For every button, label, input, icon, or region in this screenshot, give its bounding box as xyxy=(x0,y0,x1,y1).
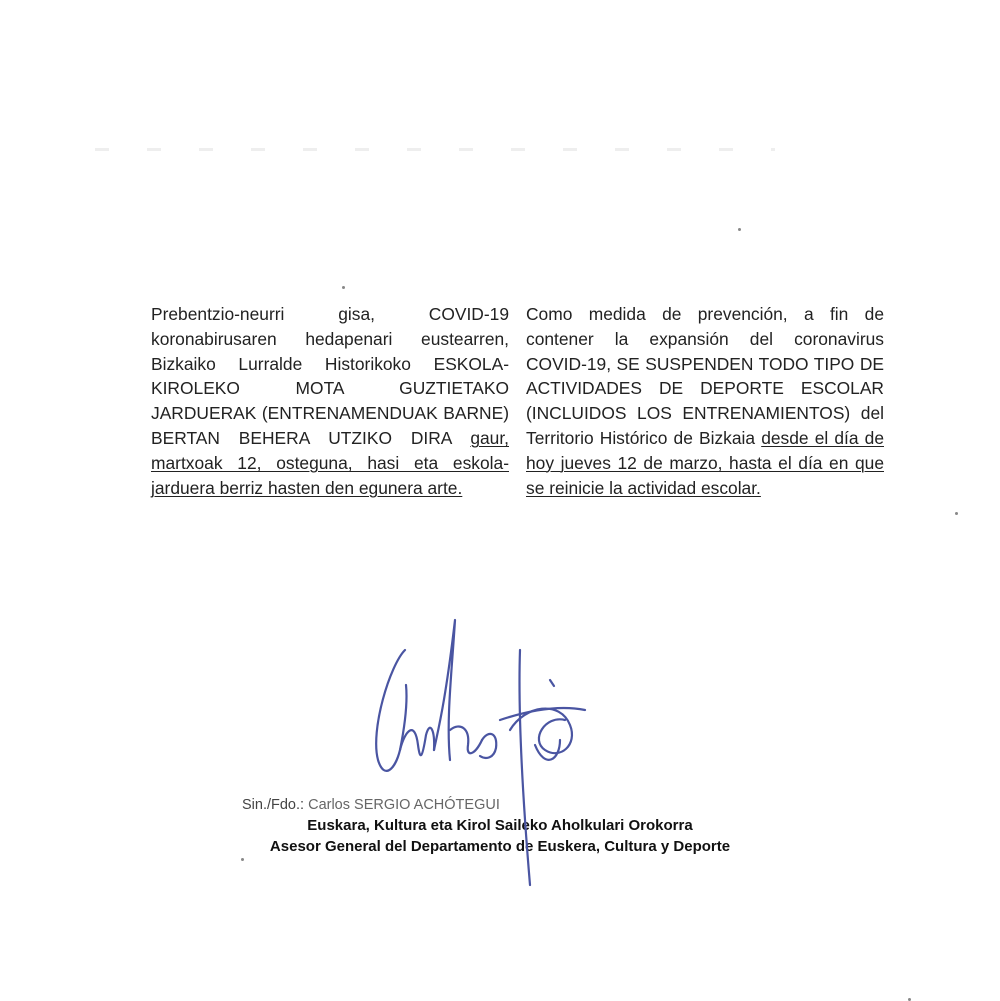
scan-speck xyxy=(241,858,244,861)
faint-scan-line xyxy=(95,148,775,151)
handwritten-signature xyxy=(360,610,600,900)
scan-speck xyxy=(738,228,741,231)
signer-role-spanish: Asesor General del Departamento de Euskera, Cultura y Deporte xyxy=(269,838,731,855)
signer-prefix: Sin./Fdo.: xyxy=(242,797,309,813)
spanish-date-range: desde el día de hoy jueves 12 de marzo, hasta el día en que se reinicie la actividad escolar. xyxy=(526,427,884,498)
scan-speck xyxy=(342,286,345,289)
signer-role-basque: Euskara, Kultura eta Kirol Saileko Aholkulari Orokorra xyxy=(307,817,693,834)
basque-statement: Prebentzio-neurri gisa, COVID-19 koronabirusaren hedapenari eustearren, Bizkaiko Lurralde Historikoko ESKOLA-KIROLEKO MOTA GUZTIETAKO JARDUERAK (ENTRENAMENDUAK BARNE) BERTAN BEHERA UTZIKO DIRA xyxy=(151,304,509,448)
signer-name: Carlos SERGIO ACHÓTEGUI xyxy=(308,797,500,813)
spanish-statement: Como medida de prevención, a fin de contener la expansión del coronavirus COVID-19, SE SUSPENDEN TODO TIPO DE ACTIVIDADES DE DEPORTE ESCOLAR (INCLUIDOS LOS ENTRENAMIENTOS) del Territorio Histórico de Bizkaia xyxy=(526,304,884,448)
basque-text-column xyxy=(151,302,509,500)
scan-speck xyxy=(955,512,958,515)
basque-date-range: gaur, martxoak 12, osteguna, hasi eta eskola-jarduera berriz hasten den egunera arte. xyxy=(151,427,509,498)
spanish-text-column xyxy=(526,302,884,500)
